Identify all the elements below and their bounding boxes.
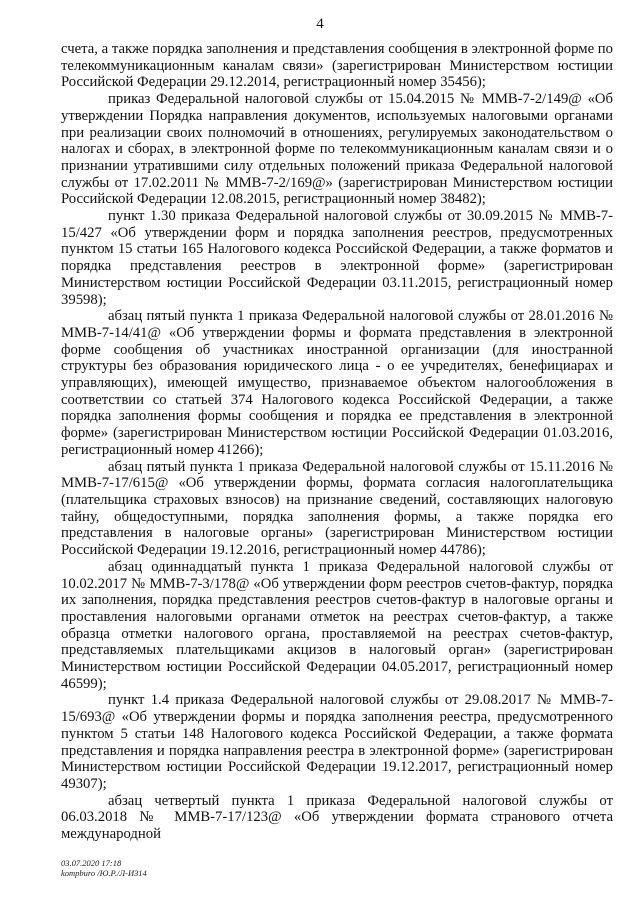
paragraph: пункт 1.4 приказа Федеральной налоговой службы от 29.08.2017 № ММВ-7-15/693@ «Об утверждении формы и порядка заполнения реестра, предусмотренного пунктом 5 статьи 148 Налогового кодекса Российской Федерации, а также формата представления и порядка направления реестра в электронной форме» (зарегистрирован Министерством юстиции Российской Федерации 19.12.2017, регистрационный номер 49307); <box>61 692 613 792</box>
paragraph: абзац пятый пункта 1 приказа Федеральной налоговой службы от 15.11.2016 № ММВ-7-17/615@ «Об утверждении формы, формата согласия налогоплательщика (плательщика страховых взносов) на признание сведений, составляющих налоговую тайну, общедоступными, порядка заполнения формы, а также порядка его представления в налоговые органы» (зарегистрирован Министерством юстиции Российской Федерации 19.12.2016, регистрационный номер 44786); <box>61 458 613 559</box>
paragraph: пункт 1.30 приказа Федеральной налоговой службы от 30.09.2015 № ММВ-7-15/427 «Об утверждении форм и порядка заполнения реестров, предусмотренных пунктом 15 статьи 165 Налогового кодекса Российской Федерации, а также форматов и порядка представления реестров в электронной форме» (зарегистрирован Министерством юстиции Российской Федерации 03.11.2015, регистрационный номер 39598); <box>61 208 613 308</box>
paragraph: абзац одиннадцатый пункта 1 приказа Федеральной налоговой службы от 10.02.2017 № ММВ-7-3/178@ «Об утверждении форм реестров счетов-фактур, порядка их заполнения, порядка представления реестров счетов-фактур в налоговые органы и проставления налоговыми органами отметок на реестрах счетов-фактур, а также образца отметки налогового органа, проставляемой на реестрах счетов-фактур, представляемых плательщиками акцизов в налоговый орган» (зарегистрирован Министерством юстиции Российской Федерации 04.05.2017, регистрационный номер 46599); <box>61 558 613 692</box>
paragraph: абзац четвертый пункта 1 приказа Федеральной налоговой службы от 06.03.2018 № ММВ-7-17/123@ «Об утверждении формата странового отчета международной <box>61 792 613 843</box>
paragraph: счета, а также порядка заполнения и представления сообщения в электронной форме по телекоммуникационным каналам связи» (зарегистрирован Министерством юстиции Российской Федерации 29.12.2014, регистрационный номер 35456); <box>61 41 613 91</box>
paragraph: абзац пятый пункта 1 приказа Федеральной налоговой службы от 28.01.2016 № ММВ-7-14/41@ «Об утверждении формы и формата представления в электронной форме сообщения об участниках иностранной организации (для иностранной структуры без образования юридического лица - о ее учредителях, бенефициарах и управляющих), имеющей имущество, признаваемое объектом налогообложения в соответствии со статьей 374 Налогового кодекса Российской Федерации, а также порядка заполнения формы сообщения и порядка ее представления в электронной форме» (зарегистрирован Министерством юстиции Российской Федерации 01.03.2016, регистрационный номер 41266); <box>61 308 613 458</box>
document-footer <box>61 858 147 878</box>
page-number: 4 <box>316 16 324 32</box>
footer-timestamp: 03.07.2020 17:18 <box>61 858 122 868</box>
paragraph: приказ Федеральной налоговой службы от 15.04.2015 № ММВ-7-2/149@ «Об утверждении Порядка направления документов, используемых налоговыми органами при реализации своих полномочий в отношениях, регулируемых законодательством о налогах и сборах, в электронной форме по телекоммуникационным каналам связи и о признании утратившими силу отдельных положений приказа Федеральной налоговой службы от 17.02.2011 № ММВ-7-2/169@» (зарегистрирован Министерством юстиции Российской Федерации 12.08.2015, регистрационный номер 38482); <box>61 91 613 208</box>
footer-file-reference: kompburo /Ю.Р./Л-ИЗ14 <box>61 868 147 878</box>
document-body <box>61 41 613 843</box>
